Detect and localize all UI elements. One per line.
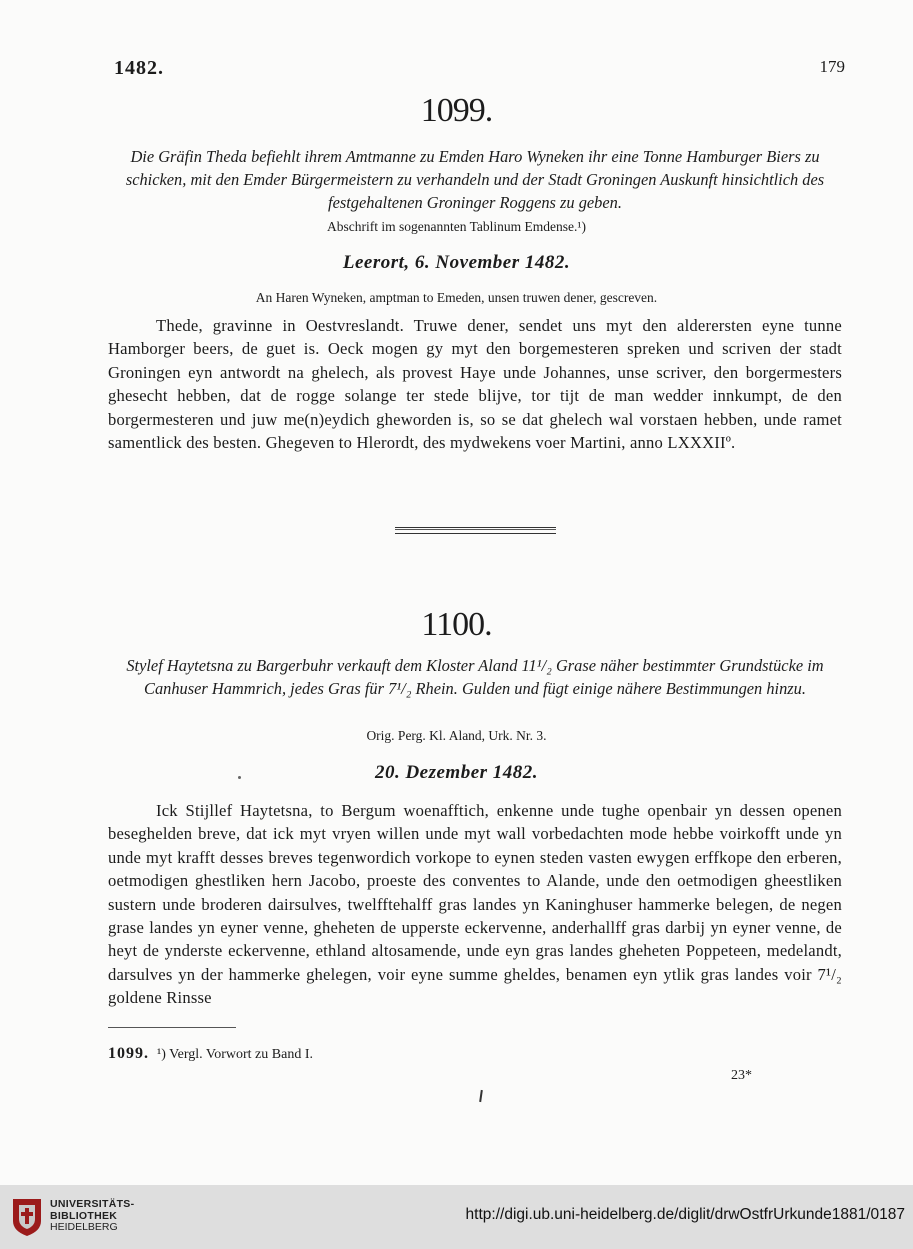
logo-line-2: BIBLIOTHEK [50,1209,118,1222]
logo-line-1: UNIVERSITÄTS- [50,1198,135,1210]
document-summary-1099: Die Gräfin Theda befiehlt ihrem Amtmanne zu Emden Haro Wyneken ihr eine Tonne Hamburger Biers zu schicken, mit den Emder Bürgermeistern zu verhandeln und der Stadt Groningen Auskunft hinsichtlich des festgehaltenen Groninger Roggens zu geben. [125,147,825,212]
dateline-1100: 20. Dezember 1482. [374,762,539,783]
university-seal-icon [10,1197,44,1237]
document-source-1100: Orig. Perg. Kl. Aland, Urk. Nr. 3. [366,728,547,743]
page-number: 179 [819,57,845,76]
dateline-1099: Leerort, 6. November 1482. [342,252,571,273]
footnote-ref: 1099. [108,1045,149,1062]
viewer-footer [0,1185,913,1249]
footnote-text: ¹) Vergl. Vorwort zu Band I. [157,1047,313,1062]
footnote [108,1045,313,1063]
signature-mark: 23* [731,1068,752,1083]
library-name [50,1199,134,1234]
document-text-1099: Thede, gravinne in Oestvreslandt. Truwe dener, sendet uns myt den alderersten eyne tunne Hamborger beers, de guet is. Oeck mogen gy myt den borgemesteren spreken und scriven der stadt Groningen eyn antwordt na ghelech, als provest Haye unde Johannes, unse scriver, den borgermesters ghesecht hebben, dat de rogge solange ter stede blijve, tor tijt de man wedder innkumpt, de den borgermesteren und juw me(n)eydich gheworden is, so se dat ghelech wal vorstaen hebben, unde ramet samentlick des besten. Ghegeven to Hlerordt, des mydwekens voer Martini, anno LXXXIIº. [108,316,842,453]
document-number-1099: 1099. [420,92,493,129]
document-number-1100: 1100. [421,606,492,643]
document-summary-1100: Stylef Haytetsna zu Bargerbuhr verkauft dem Kloster Aland 11¹/₂ Grase näher bestimmter Grundstücke im Canhuser Hammrich, jedes Gras für 7¹/₂ Rhein. Gulden und fügt einige nähere Bestimmungen hinzu. [126,656,824,698]
library-logo[interactable] [10,1194,200,1240]
section-separator [395,527,556,534]
running-header-year: 1482. [114,57,164,79]
document-text-1100: Ick Stijllef Haytetsna, to Bergum woenafftich, enkenne unde tughe openbair yn dessen openen beseghelden breve, dat ick myt vryen willen unde myt wall vorbedachten mode hebbe voirkofft unde yn unde myt krafft desses breves tegenwordich vorkope to eynen steden vasten ewygen erffkope den erberen, oetmodigen ghestliken hern Jacobo, proeste des conventes to Alande, unde den oetmodigen gheestliken sustern unde broderen dairsulves, twelfftehalff gras landes yn Kaninghuser hammerke belegen, de negen grase landes yn eyner venne, gheheten de upperste eckervenne, anderhallff gras darbij yn eyner venne, de heyt de ynderste eckervenne, ethland altosamende, unde eyn gras landes gheheten Poppeteen, medelandt, darsulves yn der hammerke ghelegen, voir eyne summe gheldes, benamen eyn ytlik gras landes voir 7¹/₂ goldene Rinsse [108,801,842,1008]
stray-mark [479,1090,483,1102]
footnote-rule [108,1027,236,1028]
document-source-1099: Abschrift im sogenannten Tablinum Emdense.¹) [327,219,586,234]
logo-line-3: HEIDELBERG [50,1221,118,1233]
address-line-1099: An Haren Wyneken, amptman to Emeden, unsen truwen dener, gescreven. [255,290,658,305]
permalink-url[interactable]: http://digi.ub.uni-heidelberg.de/diglit/drwOstfrUrkunde1881/0187 [465,1206,905,1223]
